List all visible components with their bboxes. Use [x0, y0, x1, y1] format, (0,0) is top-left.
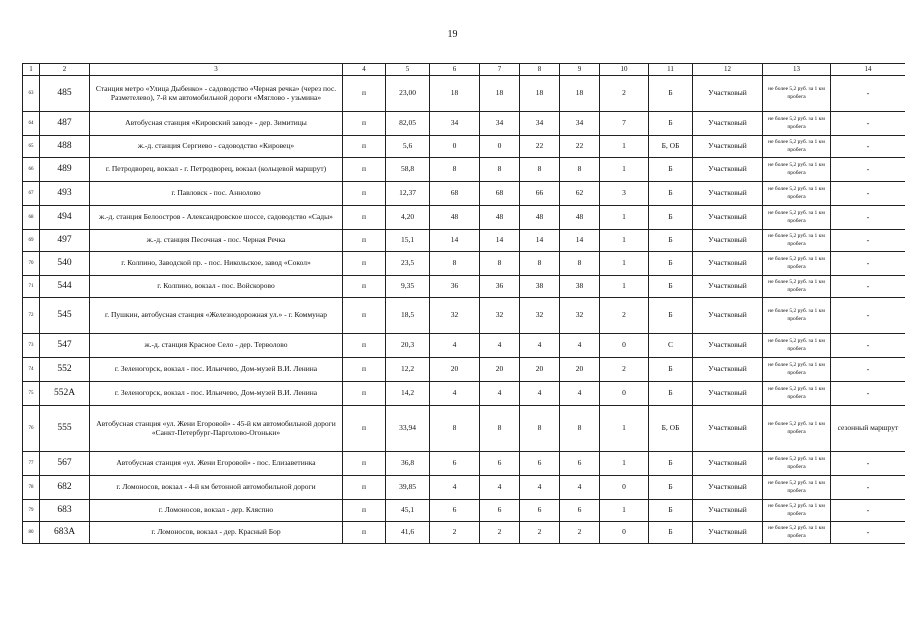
value-col-7: 2: [480, 522, 520, 544]
value-col-9: 32: [560, 298, 600, 334]
value-col-7: 4: [480, 476, 520, 500]
route-kind: Участковый: [693, 252, 763, 276]
row-number: 76: [23, 406, 40, 452]
vehicle-class: Б: [649, 76, 693, 112]
value-col-8: 32: [520, 298, 560, 334]
value-col-9: 4: [560, 382, 600, 406]
column-number: 9: [560, 64, 600, 76]
value-col-9: 22: [560, 136, 600, 158]
route-number: 547: [40, 334, 90, 358]
vehicle-class: Б: [649, 182, 693, 206]
route-length: 23,00: [386, 76, 430, 112]
value-col-9: 6: [560, 452, 600, 476]
value-col-7: 0: [480, 136, 520, 158]
route-path: ж.-д. станция Песочная - пос. Черная Речка: [90, 230, 343, 252]
value-col-7: 8: [480, 158, 520, 182]
route-path: г. Павловск - пос. Аннолово: [90, 182, 343, 206]
value-col-10: 0: [600, 382, 649, 406]
value-col-9: 20: [560, 358, 600, 382]
table-row: [23, 452, 905, 476]
row-number: 64: [23, 112, 40, 136]
value-col-7: 36: [480, 276, 520, 298]
value-col-6: 8: [430, 406, 480, 452]
table-row: [23, 252, 905, 276]
value-col-7: 18: [480, 76, 520, 112]
page-number: 19: [447, 29, 458, 40]
value-col-6: 6: [430, 500, 480, 522]
value-col-9: 4: [560, 334, 600, 358]
value-col-7: 4: [480, 382, 520, 406]
route-kind: Участковый: [693, 500, 763, 522]
value-col-8: 6: [520, 452, 560, 476]
transport-type: п: [343, 522, 386, 544]
tariff: не более 5,2 руб. за 1 км пробега: [763, 334, 831, 358]
note: -: [831, 452, 905, 476]
note: -: [831, 112, 905, 136]
row-number: 72: [23, 298, 40, 334]
vehicle-class: Б: [649, 522, 693, 544]
tariff: не более 5,2 руб. за 1 км пробега: [763, 252, 831, 276]
route-length: 82,05: [386, 112, 430, 136]
note: -: [831, 382, 905, 406]
route-path: г. Колпино, Заводской пр. - пос. Никольское, завод «Сокол»: [90, 252, 343, 276]
vehicle-class: Б: [649, 158, 693, 182]
route-path: ж.-д. станция Белоостров - Александровское шоссе, садоводство «Сады»: [90, 206, 343, 230]
value-col-7: 14: [480, 230, 520, 252]
column-number: 1: [23, 64, 40, 76]
row-number: 68: [23, 206, 40, 230]
transport-type: п: [343, 452, 386, 476]
route-number: 487: [40, 112, 90, 136]
row-number: 77: [23, 452, 40, 476]
value-col-10: 2: [600, 76, 649, 112]
route-path: г. Зеленогорск, вокзал - пос. Ильичево, Дом-музей В.И. Ленина: [90, 382, 343, 406]
row-number: 67: [23, 182, 40, 206]
table-row: [23, 358, 905, 382]
row-number: 75: [23, 382, 40, 406]
value-col-6: 32: [430, 298, 480, 334]
route-kind: Участковый: [693, 112, 763, 136]
transport-type: п: [343, 182, 386, 206]
table-row: [23, 382, 905, 406]
value-col-7: 48: [480, 206, 520, 230]
table-row: [23, 206, 905, 230]
route-kind: Участковый: [693, 136, 763, 158]
note: -: [831, 500, 905, 522]
value-col-8: 4: [520, 334, 560, 358]
value-col-10: 1: [600, 500, 649, 522]
vehicle-class: Б: [649, 112, 693, 136]
value-col-10: 1: [600, 452, 649, 476]
route-length: 12,37: [386, 182, 430, 206]
route-length: 9,35: [386, 276, 430, 298]
route-length: 4,20: [386, 206, 430, 230]
tariff: не более 5,2 руб. за 1 км пробега: [763, 206, 831, 230]
value-col-8: 14: [520, 230, 560, 252]
table-row: [23, 500, 905, 522]
note: -: [831, 182, 905, 206]
route-path: Автобусная станция «ул. Жени Егоровой» - 45-й км автомобильной дороги «Санкт-Петербург-Парголово-Огоньки»: [90, 406, 343, 452]
value-col-10: 1: [600, 230, 649, 252]
route-length: 36,8: [386, 452, 430, 476]
transport-type: п: [343, 298, 386, 334]
value-col-6: 18: [430, 76, 480, 112]
route-path: Станция метро «Улица Дыбенко» - садоводство «Черная речка» (через пос. Разметелево), 7-й км автомобильной дороги «Мяглово - узьмина»: [90, 76, 343, 112]
route-kind: Участковый: [693, 276, 763, 298]
route-path: г. Ломоносов, вокзал - дер. Красный Бор: [90, 522, 343, 544]
table-row: [23, 476, 905, 500]
value-col-7: 6: [480, 452, 520, 476]
transport-type: п: [343, 76, 386, 112]
column-number: 5: [386, 64, 430, 76]
column-number: 4: [343, 64, 386, 76]
route-number: 485: [40, 76, 90, 112]
row-number: 66: [23, 158, 40, 182]
value-col-8: 4: [520, 476, 560, 500]
value-col-6: 8: [430, 252, 480, 276]
table-row: [23, 276, 905, 298]
route-length: 45,1: [386, 500, 430, 522]
vehicle-class: Б: [649, 230, 693, 252]
value-col-7: 6: [480, 500, 520, 522]
route-number: 488: [40, 136, 90, 158]
route-kind: Участковый: [693, 334, 763, 358]
route-number: 683: [40, 500, 90, 522]
value-col-9: 8: [560, 158, 600, 182]
value-col-10: 7: [600, 112, 649, 136]
tariff: не более 5,2 руб. за 1 км пробега: [763, 136, 831, 158]
route-length: 5,6: [386, 136, 430, 158]
row-number: 63: [23, 76, 40, 112]
value-col-10: 3: [600, 182, 649, 206]
value-col-9: 4: [560, 476, 600, 500]
transport-type: п: [343, 382, 386, 406]
value-col-6: 36: [430, 276, 480, 298]
vehicle-class: Б: [649, 358, 693, 382]
vehicle-class: Б: [649, 276, 693, 298]
route-length: 20,3: [386, 334, 430, 358]
value-col-10: 1: [600, 252, 649, 276]
tariff: не более 5,2 руб. за 1 км пробега: [763, 276, 831, 298]
route-number: 552: [40, 358, 90, 382]
vehicle-class: Б: [649, 252, 693, 276]
transport-type: п: [343, 406, 386, 452]
value-col-10: 1: [600, 158, 649, 182]
route-path: ж.-д. станция Красное Село - дер. Терволово: [90, 334, 343, 358]
note: -: [831, 298, 905, 334]
value-col-9: 38: [560, 276, 600, 298]
table-row: [23, 522, 905, 544]
value-col-6: 4: [430, 476, 480, 500]
table-row: [23, 406, 905, 452]
route-kind: Участковый: [693, 382, 763, 406]
transport-type: п: [343, 476, 386, 500]
table-row: [23, 298, 905, 334]
transport-type: п: [343, 112, 386, 136]
note: -: [831, 276, 905, 298]
value-col-7: 34: [480, 112, 520, 136]
value-col-9: 34: [560, 112, 600, 136]
column-number: 10: [600, 64, 649, 76]
route-kind: Участковый: [693, 158, 763, 182]
value-col-8: 8: [520, 252, 560, 276]
tariff: не более 5,2 руб. за 1 км пробега: [763, 500, 831, 522]
table-row: [23, 136, 905, 158]
value-col-9: 48: [560, 206, 600, 230]
row-number: 70: [23, 252, 40, 276]
column-number: 2: [40, 64, 90, 76]
value-col-10: 1: [600, 206, 649, 230]
tariff: не более 5,2 руб. за 1 км пробега: [763, 230, 831, 252]
route-kind: Участковый: [693, 298, 763, 334]
table-row: [23, 158, 905, 182]
route-length: 14,2: [386, 382, 430, 406]
tariff: не более 5,2 руб. за 1 км пробега: [763, 76, 831, 112]
note: -: [831, 252, 905, 276]
value-col-10: 0: [600, 476, 649, 500]
value-col-8: 8: [520, 406, 560, 452]
route-number: 545: [40, 298, 90, 334]
route-number: 489: [40, 158, 90, 182]
value-col-9: 2: [560, 522, 600, 544]
value-col-8: 38: [520, 276, 560, 298]
vehicle-class: Б, ОБ: [649, 406, 693, 452]
value-col-8: 20: [520, 358, 560, 382]
route-number: 555: [40, 406, 90, 452]
tariff: не более 5,2 руб. за 1 км пробега: [763, 382, 831, 406]
column-number: 6: [430, 64, 480, 76]
row-number: 71: [23, 276, 40, 298]
value-col-8: 22: [520, 136, 560, 158]
route-path: г. Зеленогорск, вокзал - пос. Ильичево, Дом-музей В.И. Ленина: [90, 358, 343, 382]
tariff: не более 5,2 руб. за 1 км пробега: [763, 158, 831, 182]
transport-type: п: [343, 358, 386, 382]
value-col-8: 8: [520, 158, 560, 182]
value-col-6: 6: [430, 452, 480, 476]
route-number: 493: [40, 182, 90, 206]
value-col-7: 20: [480, 358, 520, 382]
row-number: 74: [23, 358, 40, 382]
value-col-7: 8: [480, 252, 520, 276]
row-number: 73: [23, 334, 40, 358]
vehicle-class: Б: [649, 500, 693, 522]
column-number: 12: [693, 64, 763, 76]
route-number: 494: [40, 206, 90, 230]
table-row: [23, 230, 905, 252]
transport-type: п: [343, 230, 386, 252]
column-number-row: [23, 64, 905, 76]
tariff: не более 5,2 руб. за 1 км пробега: [763, 358, 831, 382]
route-length: 12,2: [386, 358, 430, 382]
transport-type: п: [343, 500, 386, 522]
value-col-6: 4: [430, 382, 480, 406]
transport-type: п: [343, 158, 386, 182]
route-path: г. Пушкин, автобусная станция «Железнодорожная ул.» - г. Коммунар: [90, 298, 343, 334]
route-length: 58,8: [386, 158, 430, 182]
column-number: 13: [763, 64, 831, 76]
value-col-9: 8: [560, 406, 600, 452]
value-col-9: 18: [560, 76, 600, 112]
note: -: [831, 334, 905, 358]
value-col-9: 62: [560, 182, 600, 206]
note: -: [831, 230, 905, 252]
route-number: 567: [40, 452, 90, 476]
note: -: [831, 476, 905, 500]
value-col-9: 14: [560, 230, 600, 252]
note: сезонный маршрут: [831, 406, 905, 452]
value-col-6: 8: [430, 158, 480, 182]
value-col-6: 34: [430, 112, 480, 136]
vehicle-class: Б: [649, 452, 693, 476]
tariff: не более 5,2 руб. за 1 км пробега: [763, 452, 831, 476]
value-col-8: 34: [520, 112, 560, 136]
route-number: 544: [40, 276, 90, 298]
value-col-6: 20: [430, 358, 480, 382]
route-kind: Участковый: [693, 358, 763, 382]
route-kind: Участковый: [693, 406, 763, 452]
route-kind: Участковый: [693, 476, 763, 500]
value-col-7: 8: [480, 406, 520, 452]
value-col-10: 1: [600, 406, 649, 452]
note: -: [831, 76, 905, 112]
route-length: 18,5: [386, 298, 430, 334]
route-path: г. Колпино, вокзал - пос. Войскорово: [90, 276, 343, 298]
routes-table: [22, 63, 905, 544]
route-number: 552А: [40, 382, 90, 406]
route-number: 497: [40, 230, 90, 252]
vehicle-class: Б: [649, 298, 693, 334]
route-length: 39,85: [386, 476, 430, 500]
value-col-8: 6: [520, 500, 560, 522]
transport-type: п: [343, 276, 386, 298]
tariff: не более 5,2 руб. за 1 км пробега: [763, 406, 831, 452]
value-col-6: 2: [430, 522, 480, 544]
transport-type: п: [343, 206, 386, 230]
row-number: 78: [23, 476, 40, 500]
value-col-8: 48: [520, 206, 560, 230]
note: -: [831, 522, 905, 544]
tariff: не более 5,2 руб. за 1 км пробега: [763, 522, 831, 544]
vehicle-class: С: [649, 334, 693, 358]
value-col-8: 4: [520, 382, 560, 406]
route-kind: Участковый: [693, 522, 763, 544]
route-kind: Участковый: [693, 76, 763, 112]
table-row: [23, 182, 905, 206]
row-number: 79: [23, 500, 40, 522]
row-number: 80: [23, 522, 40, 544]
value-col-6: 48: [430, 206, 480, 230]
route-path: Автобусная станция «Кировский завод» - дер. Зимитицы: [90, 112, 343, 136]
value-col-10: 0: [600, 522, 649, 544]
tariff: не более 5,2 руб. за 1 км пробега: [763, 112, 831, 136]
value-col-10: 2: [600, 298, 649, 334]
route-kind: Участковый: [693, 452, 763, 476]
note: -: [831, 136, 905, 158]
row-number: 69: [23, 230, 40, 252]
value-col-10: 1: [600, 276, 649, 298]
tariff: не более 5,2 руб. за 1 км пробега: [763, 476, 831, 500]
value-col-10: 2: [600, 358, 649, 382]
column-number: 3: [90, 64, 343, 76]
vehicle-class: Б: [649, 206, 693, 230]
route-number: 540: [40, 252, 90, 276]
value-col-6: 0: [430, 136, 480, 158]
note: -: [831, 158, 905, 182]
vehicle-class: Б: [649, 476, 693, 500]
column-number: 7: [480, 64, 520, 76]
route-path: Автобусная станция «ул. Жени Егоровой» - пос. Елизаветинка: [90, 452, 343, 476]
tariff: не более 5,2 руб. за 1 км пробега: [763, 298, 831, 334]
route-path: г. Ломоносов, вокзал - 4-й км бетонной автомобильной дороги: [90, 476, 343, 500]
route-kind: Участковый: [693, 182, 763, 206]
table-row: [23, 112, 905, 136]
column-number: 14: [831, 64, 905, 76]
route-path: г. Петродворец, вокзал - г. Петродворец, вокзал (кольцевой маршрут): [90, 158, 343, 182]
value-col-7: 32: [480, 298, 520, 334]
note: -: [831, 206, 905, 230]
value-col-6: 68: [430, 182, 480, 206]
note: -: [831, 358, 905, 382]
route-path: ж.-д. станция Сергиево - садоводство «Кировец»: [90, 136, 343, 158]
value-col-9: 8: [560, 252, 600, 276]
route-kind: Участковый: [693, 206, 763, 230]
route-kind: Участковый: [693, 230, 763, 252]
value-col-7: 4: [480, 334, 520, 358]
route-length: 23,5: [386, 252, 430, 276]
row-number: 65: [23, 136, 40, 158]
table-row: [23, 76, 905, 112]
table-row: [23, 334, 905, 358]
value-col-6: 4: [430, 334, 480, 358]
tariff: не более 5,2 руб. за 1 км пробега: [763, 182, 831, 206]
route-length: 15,1: [386, 230, 430, 252]
route-number: 682: [40, 476, 90, 500]
route-path: г. Ломоносов, вокзал - дер. Кляспно: [90, 500, 343, 522]
value-col-8: 2: [520, 522, 560, 544]
column-number: 8: [520, 64, 560, 76]
vehicle-class: Б: [649, 382, 693, 406]
transport-type: п: [343, 252, 386, 276]
value-col-10: 0: [600, 334, 649, 358]
value-col-9: 6: [560, 500, 600, 522]
route-number: 683А: [40, 522, 90, 544]
value-col-10: 1: [600, 136, 649, 158]
transport-type: п: [343, 136, 386, 158]
transport-type: п: [343, 334, 386, 358]
vehicle-class: Б, ОБ: [649, 136, 693, 158]
value-col-7: 68: [480, 182, 520, 206]
value-col-8: 18: [520, 76, 560, 112]
route-length: 33,94: [386, 406, 430, 452]
route-length: 41,6: [386, 522, 430, 544]
value-col-8: 66: [520, 182, 560, 206]
column-number: 11: [649, 64, 693, 76]
value-col-6: 14: [430, 230, 480, 252]
